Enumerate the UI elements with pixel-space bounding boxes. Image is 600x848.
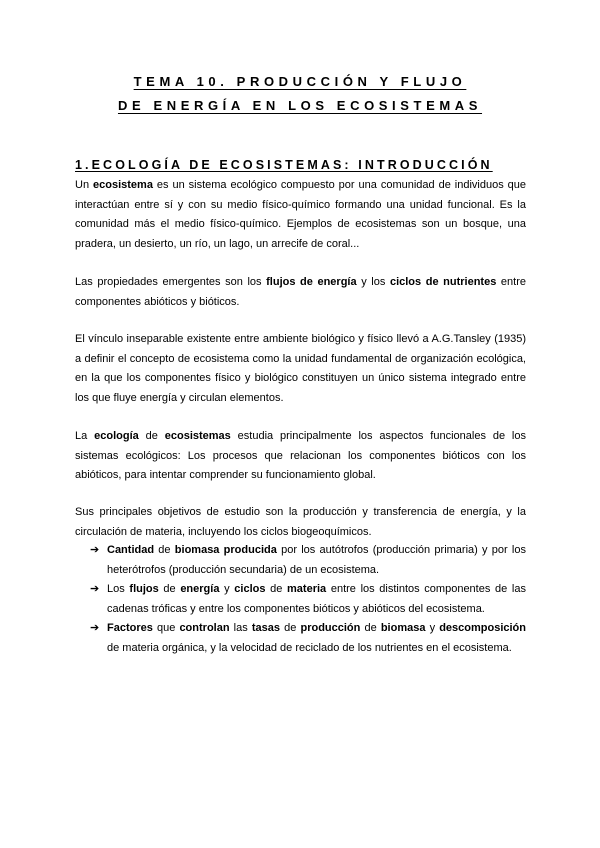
text-run: La [75, 430, 95, 442]
bold-term: energía [180, 583, 220, 595]
paragraph-objectives: Sus principales objetivos de estudio son la producción y transferencia de energía, y la circulación de materia, incluyendo los ciclos biogeoquímicos. [75, 506, 526, 538]
text-run: entre los distintos componentes de las cadenas tróficas y entre los componentes bióticos y abióticos del ecosistema. [107, 583, 526, 615]
bold-term: tasas [251, 622, 280, 634]
document-title-line-2: DE ENERGÍA EN LOS ECOSISTEMAS [117, 98, 483, 113]
text-run: de [138, 430, 165, 442]
arrow-bullet-icon: ➔ [90, 583, 100, 595]
text-run: Los [107, 583, 130, 595]
text-run: Las propiedades emergentes son los [75, 276, 267, 288]
text-run: que [152, 622, 180, 634]
paragraph-tansley: El vínculo inseparable existente entre ambiente biológico y físico llevó a A.G.Tansley (1935) a definir el concepto de ecosistema como la unidad fundamental de organización ecológica, en la que los componentes físico y biológico constituyen un único sistema integrado entre los que fluye energía y circulan elementos. [75, 333, 526, 404]
text-run: y [425, 622, 440, 634]
bold-term: ecosistemas [164, 430, 231, 442]
text-run: es un sistema ecológico compuesto por una comunidad de individuos que interactúan entre sí y con su medio físico-químico formando una unidad funcional. Es la comunidad más el medio físico-químico. Ejemplos de ecosistemas son un bosque, una pradera, un desierto, un río, un lago, un arrecife de coral... [75, 179, 526, 250]
bold-term: ecología [94, 430, 139, 442]
document-title-line-1: TEMA 10. PRODUCCIÓN Y FLUJO [133, 74, 467, 89]
text-run: por los autótrofos (producción primaria) y por los heterótrofos (producción secundaria) de un ecosistema. [107, 544, 526, 576]
bold-term: ecosistema [93, 179, 153, 191]
paragraph-ecosystem-definition [75, 176, 526, 254]
text-run: y [219, 583, 235, 595]
text-run: de materia orgánica, y la velocidad de reciclado de los nutrientes en el ecosistema. [107, 641, 512, 654]
paragraph-emergent-properties [75, 273, 526, 312]
bold-term: biomasa producida [174, 544, 277, 556]
text-run: de [265, 583, 288, 595]
bold-term: materia [287, 583, 327, 595]
bold-term: biomasa [380, 622, 426, 634]
bold-term: ciclos de nutrientes [389, 276, 497, 288]
text-run: de [360, 622, 381, 634]
bold-term: Cantidad [107, 544, 155, 556]
text-run: las [229, 622, 252, 634]
bold-term: ciclos [234, 583, 266, 595]
list-item [90, 580, 526, 619]
paragraph-ecosystem-ecology [75, 427, 526, 486]
arrow-bullet-icon: ➔ [90, 622, 100, 634]
arrow-bullet-icon: ➔ [90, 544, 100, 556]
bold-term: controlan [179, 622, 230, 634]
text-run: y los [356, 276, 390, 288]
text-run: estudia principalmente los aspectos funcionales de los sistemas ecológicos: Los procesos que relacionan los componentes bióticos con los abióticos, para intentar comprender su funcionamiento global. [75, 430, 526, 481]
list-item [90, 619, 526, 658]
section-heading: 1.ECOLOGÍA DE ECOSISTEMAS: INTRODUCCIÓN [75, 158, 493, 172]
text-run: de [158, 583, 181, 595]
text-run: de [280, 622, 301, 634]
bold-term: descomposición [439, 622, 526, 634]
text-run: entre componentes abióticos y bióticos. [75, 276, 526, 308]
bold-term: Factores [107, 622, 153, 634]
text-run: Un [75, 179, 94, 191]
bold-term: flujos [129, 583, 159, 595]
bold-term: flujos de energía [266, 276, 357, 288]
bold-term: producción [300, 622, 361, 634]
list-item [90, 541, 526, 580]
text-run: de [154, 544, 175, 556]
objectives-list [90, 541, 526, 658]
